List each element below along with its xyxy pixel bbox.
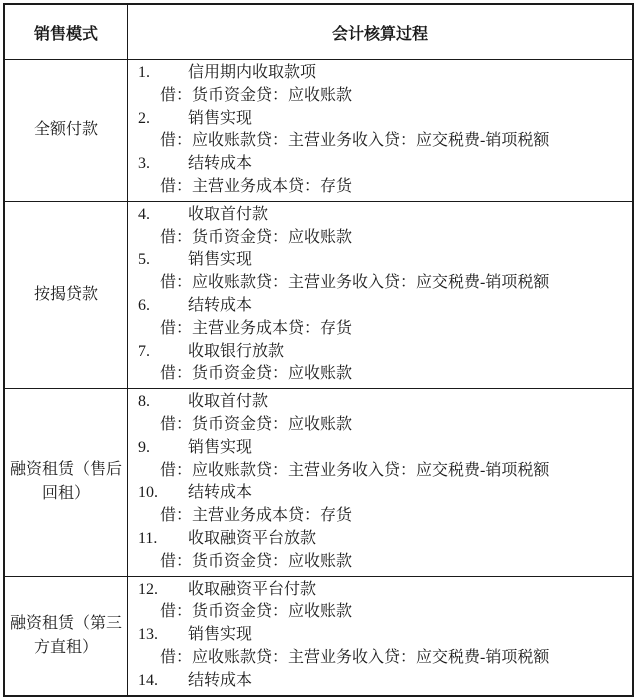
journal-entry-line: 借：货币资金贷：应收账款	[160, 365, 353, 383]
accounting-steps-cell	[128, 201, 634, 388]
step-title-line	[138, 670, 624, 693]
journal-entry-line: 借：应收账款贷：主营业务收入贷：应交税费-销项税额	[160, 648, 550, 666]
journal-entry-line: 借：主营业务成本贷：存货	[160, 319, 353, 337]
step-title-line	[138, 249, 624, 272]
table-row	[4, 201, 633, 388]
accounting-step	[138, 437, 624, 483]
step-title: 信用期内收取款项	[188, 64, 317, 81]
step-title-line	[138, 624, 624, 647]
accounting-step	[138, 153, 624, 199]
step-title: 结转成本	[188, 671, 253, 689]
step-number: 6.	[138, 296, 150, 314]
table-row	[4, 576, 633, 695]
header-sales-mode: 销售模式	[4, 4, 128, 60]
step-title: 收取首付款	[188, 393, 269, 411]
step-title: 结转成本	[188, 484, 253, 502]
journal-entry-line: 借：货币资金贷：应收账款	[160, 228, 353, 246]
step-title-line	[138, 579, 624, 602]
step-number: 8.	[138, 393, 150, 411]
sales-mode-cell	[4, 389, 128, 576]
step-title-line	[138, 62, 624, 85]
sales-mode-cell	[4, 201, 128, 388]
step-number: 12.	[138, 580, 158, 598]
accounting-steps-cell	[128, 389, 634, 576]
accounting-step	[138, 204, 624, 250]
step-number: 5.	[138, 251, 150, 269]
table-body	[4, 60, 633, 696]
journal-entry-line: 借：货币资金贷：应收账款	[160, 415, 353, 433]
step-number: 14.	[138, 671, 158, 689]
journal-entry-line: 借：货币资金贷：应收账款	[160, 552, 353, 570]
sales-mode-label: 融资租赁（售后回租）	[10, 461, 123, 503]
step-number: 9.	[138, 438, 150, 456]
journal-entry-line: 借：应收账款贷：主营业务收入贷：应交税费-销项税额	[160, 461, 550, 479]
step-title-line	[138, 391, 624, 414]
accounting-step	[138, 108, 624, 154]
step-title: 销售实现	[188, 251, 253, 269]
step-title-line	[138, 482, 624, 505]
step-title-line	[138, 295, 624, 318]
step-number: 7.	[138, 342, 150, 360]
step-title-line	[138, 528, 624, 551]
sales-mode-label: 融资租赁（第三方直租）	[10, 614, 123, 656]
step-number: 13.	[138, 626, 158, 644]
sales-mode-accounting-table	[3, 3, 634, 697]
accounting-step	[138, 624, 624, 670]
step-title: 销售实现	[188, 438, 253, 456]
accounting-step	[138, 62, 624, 108]
accounting-step	[138, 295, 624, 341]
sales-mode-cell	[4, 576, 128, 695]
step-title-line	[138, 204, 624, 227]
accounting-steps-cell	[128, 576, 634, 695]
step-number: 11.	[138, 529, 158, 547]
step-title: 结转成本	[188, 155, 253, 173]
step-number: 3.	[138, 155, 150, 173]
table-row	[4, 60, 633, 202]
journal-entry-line: 借：货币资金贷：应收账款	[160, 603, 353, 621]
journal-entry-line: 借：应收账款贷：主营业务收入贷：应交税费-销项税额	[160, 132, 550, 150]
table-row	[4, 389, 633, 576]
accounting-step	[138, 341, 624, 387]
step-number: 2.	[138, 109, 150, 127]
journal-entry-line: 借：应收账款贷：主营业务收入贷：应交税费-销项税额	[160, 274, 550, 292]
step-title-line	[138, 108, 624, 131]
step-number: 4.	[138, 205, 150, 223]
accounting-step	[138, 391, 624, 437]
accounting-steps-cell	[128, 60, 634, 202]
sales-mode-label: 全额付款	[33, 121, 98, 139]
table-header	[4, 4, 633, 60]
step-title-line	[138, 437, 624, 460]
accounting-step	[138, 670, 624, 693]
journal-entry-line: 借：主营业务成本贷：存货	[160, 507, 353, 525]
sales-mode-label: 按揭贷款	[33, 285, 98, 303]
step-title-line	[138, 341, 624, 364]
step-title: 收取银行放款	[188, 342, 285, 360]
step-title-line	[138, 153, 624, 176]
sales-mode-cell	[4, 60, 128, 202]
journal-entry-line: 借：主营业务成本贷：存货	[160, 177, 353, 195]
step-title: 收取融资平台放款	[188, 529, 317, 547]
step-number: 1.	[138, 64, 150, 81]
step-number: 10.	[138, 484, 158, 502]
step-title: 销售实现	[188, 109, 253, 127]
header-accounting-process: 会计核算过程	[128, 4, 634, 60]
step-title: 收取首付款	[188, 205, 269, 223]
header-row	[4, 4, 633, 60]
step-title: 收取融资平台付款	[188, 580, 317, 598]
accounting-step	[138, 249, 624, 295]
journal-entry-line: 借：货币资金贷：应收账款	[160, 86, 353, 104]
accounting-step	[138, 528, 624, 574]
step-title: 结转成本	[188, 296, 253, 314]
accounting-step	[138, 482, 624, 528]
accounting-step	[138, 579, 624, 625]
step-title: 销售实现	[188, 626, 253, 644]
